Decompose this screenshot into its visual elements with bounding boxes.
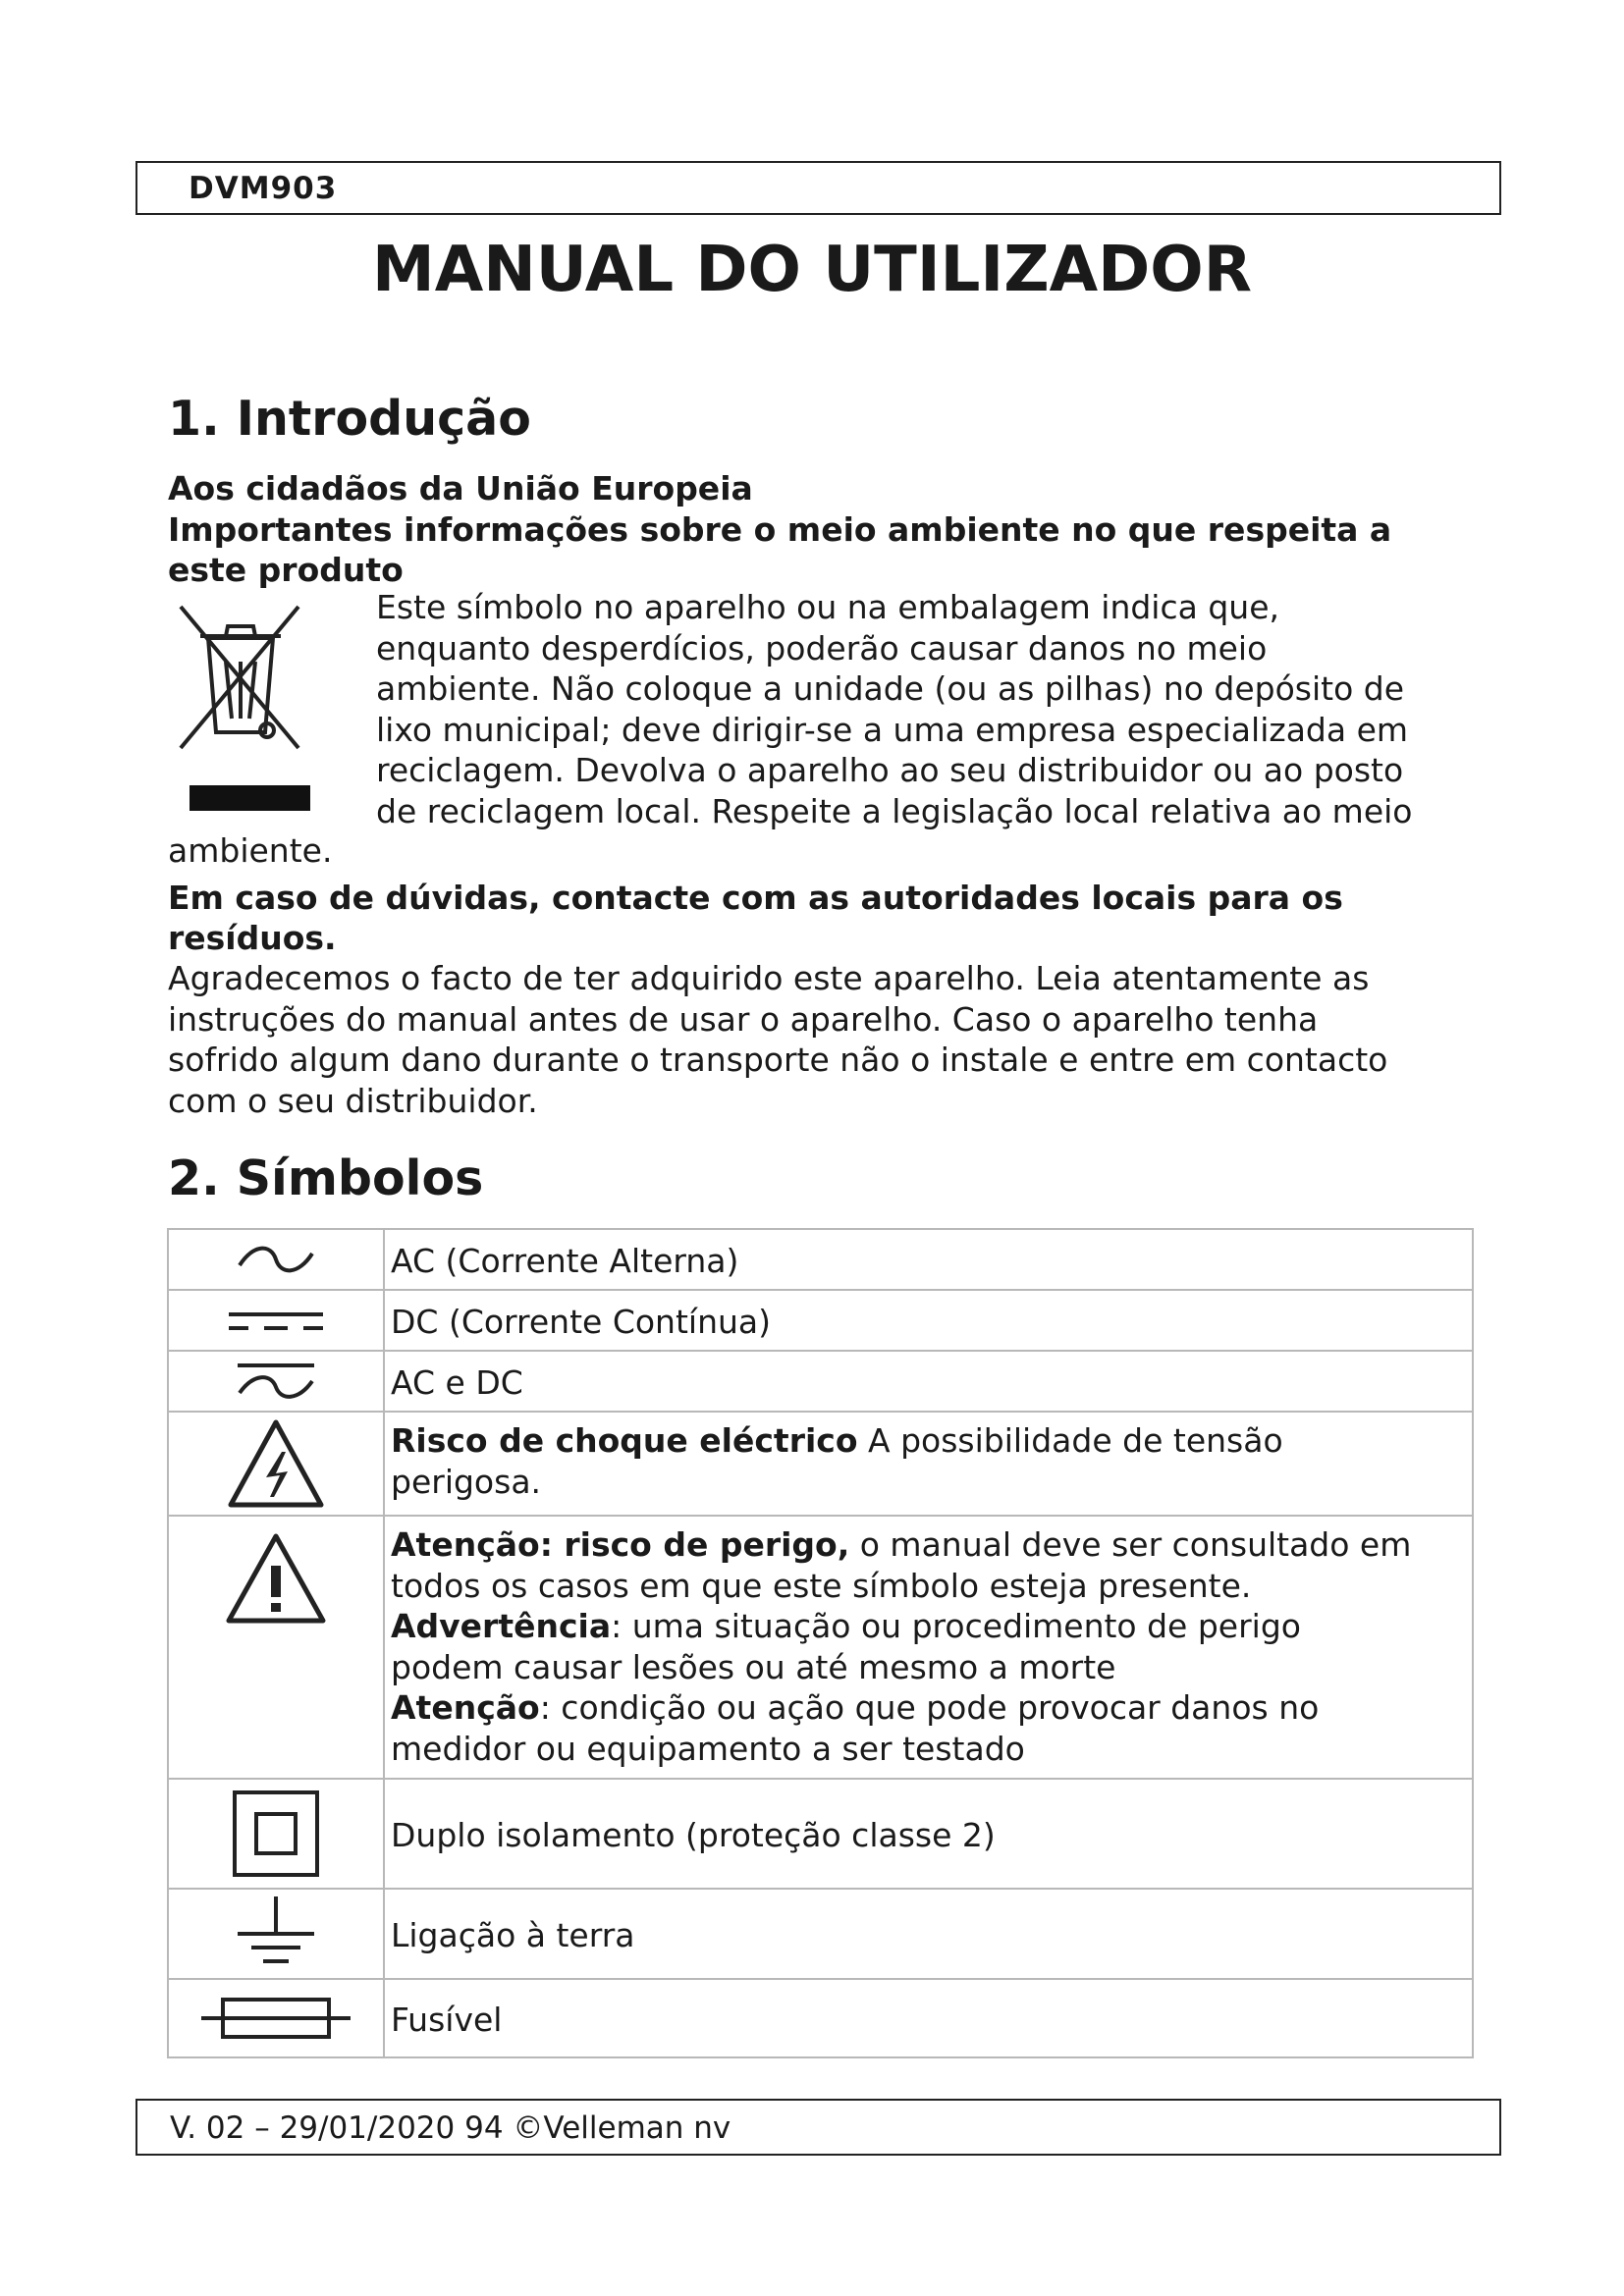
thanks-line: com o seu distribuidor. [168, 1081, 538, 1120]
thanks-line: instruções do manual antes de usar o aparelho. Caso o aparelho tenha [168, 999, 1319, 1039]
warning-text-2: todos os casos em que este símbolo esteja presente. [391, 1566, 1252, 1605]
weee-line: lixo municipal; deve dirigir-se a uma empresa especializada em [376, 710, 1409, 749]
weee-crossed-bin-icon [175, 603, 304, 760]
double-insulation-description: Duplo isolamento (proteção classe 2) [384, 1779, 1473, 1889]
ac-dc-description: AC e DC [384, 1351, 1473, 1412]
fuse-icon [199, 1994, 352, 2043]
atencao-text-2: medidor ou equipamento a ser testado [391, 1729, 1025, 1768]
weee-line: de reciclagem local. Respeite a legislação local relativa ao meio [376, 791, 1413, 830]
thanks-line: Agradecemos o facto de ter adquirido este aparelho. Leia atentamente as [168, 959, 1370, 997]
electric-shock-icon [227, 1418, 325, 1509]
icon-cell [168, 1516, 384, 1779]
page-title: MANUAL DO UTILIZADOR [372, 234, 1252, 306]
atencao-text: : condição ou ação que pode provocar danos no [539, 1688, 1320, 1727]
footer-box [135, 2099, 1501, 2156]
advertencia-title: Advertência [391, 1607, 612, 1645]
weee-paragraph [376, 587, 1456, 831]
section-heading-symbols: 2. Símbolos [168, 1150, 484, 1206]
table-row [168, 1779, 1473, 1889]
table-row [168, 1516, 1473, 1779]
icon-cell [168, 1979, 384, 2057]
table-row [168, 1412, 1473, 1516]
table-row [168, 1889, 1473, 1979]
weee-line: reciclagem. Devolva o aparelho ao seu distribuidor ou ao posto [376, 751, 1404, 789]
fuse-description: Fusível [384, 1979, 1473, 2057]
weee-line: Este símbolo no aparelho ou na embalagem indica que, [376, 588, 1279, 626]
table-row [168, 1290, 1473, 1351]
env-heading-line-2: este produto [168, 551, 404, 589]
icon-cell [168, 1412, 384, 1516]
double-insulation-icon [231, 1789, 321, 1879]
ac-icon [232, 1240, 320, 1279]
advertencia-text-2: podem causar lesões ou até mesmo a morte [391, 1647, 1116, 1686]
model-label: DVM903 [189, 171, 338, 206]
warning-text: o manual deve ser consultado em [849, 1525, 1412, 1564]
ac-dc-icon [232, 1358, 320, 1405]
thanks-line: sofrido algum dano durante o transporte não o instale e entre em contacto [168, 1041, 1388, 1079]
footer-text: V. 02 – 29/01/2020 94 ©Velleman nv [170, 2110, 731, 2146]
env-heading-line-1: Importantes informações sobre o meio ambiente no que respeita a [168, 510, 1392, 549]
section-heading-introduction: 1. Introdução [168, 391, 531, 447]
icon-cell [168, 1889, 384, 1979]
doubt-line-1: Em caso de dúvidas, contacte com as autoridades locais para os [168, 879, 1343, 917]
symbols-table [167, 1228, 1474, 2058]
ac-description: AC (Corrente Alterna) [384, 1229, 1473, 1290]
shock-text: A possibilidade de tensão [857, 1421, 1283, 1460]
header-box [135, 161, 1501, 215]
doubt-line-2: resíduos. [168, 919, 337, 957]
warning-title: Atenção: risco de perigo, [391, 1525, 850, 1564]
shock-title: Risco de choque eléctrico [391, 1421, 858, 1460]
table-row [168, 1229, 1473, 1290]
dc-description: DC (Corrente Contínua) [384, 1290, 1473, 1351]
warning-description [384, 1516, 1473, 1779]
weee-black-bar [189, 785, 310, 811]
atencao-title: Atenção [391, 1688, 540, 1727]
icon-cell [168, 1779, 384, 1889]
ground-icon [232, 1895, 320, 1973]
weee-line: ambiente. Não coloque a unidade (ou as pilhas) no depósito de [376, 669, 1405, 708]
table-row [168, 1351, 1473, 1412]
icon-cell [168, 1229, 384, 1290]
warning-icon [225, 1532, 327, 1625]
weee-line: enquanto desperdícios, poderão causar danos no meio [376, 628, 1268, 667]
icon-cell [168, 1351, 384, 1412]
weee-line-tail: ambiente. [168, 831, 333, 870]
table-row [168, 1979, 1473, 2057]
advertencia-text: : uma situação ou procedimento de perigo [611, 1607, 1301, 1645]
eu-heading: Aos cidadãos da União Europeia [168, 469, 753, 507]
shock-description [384, 1412, 1473, 1516]
ground-description: Ligação à terra [384, 1889, 1473, 1979]
thanks-paragraph [168, 958, 1387, 1121]
shock-text-2: perigosa. [391, 1462, 542, 1501]
dc-icon [227, 1301, 325, 1340]
icon-cell [168, 1290, 384, 1351]
